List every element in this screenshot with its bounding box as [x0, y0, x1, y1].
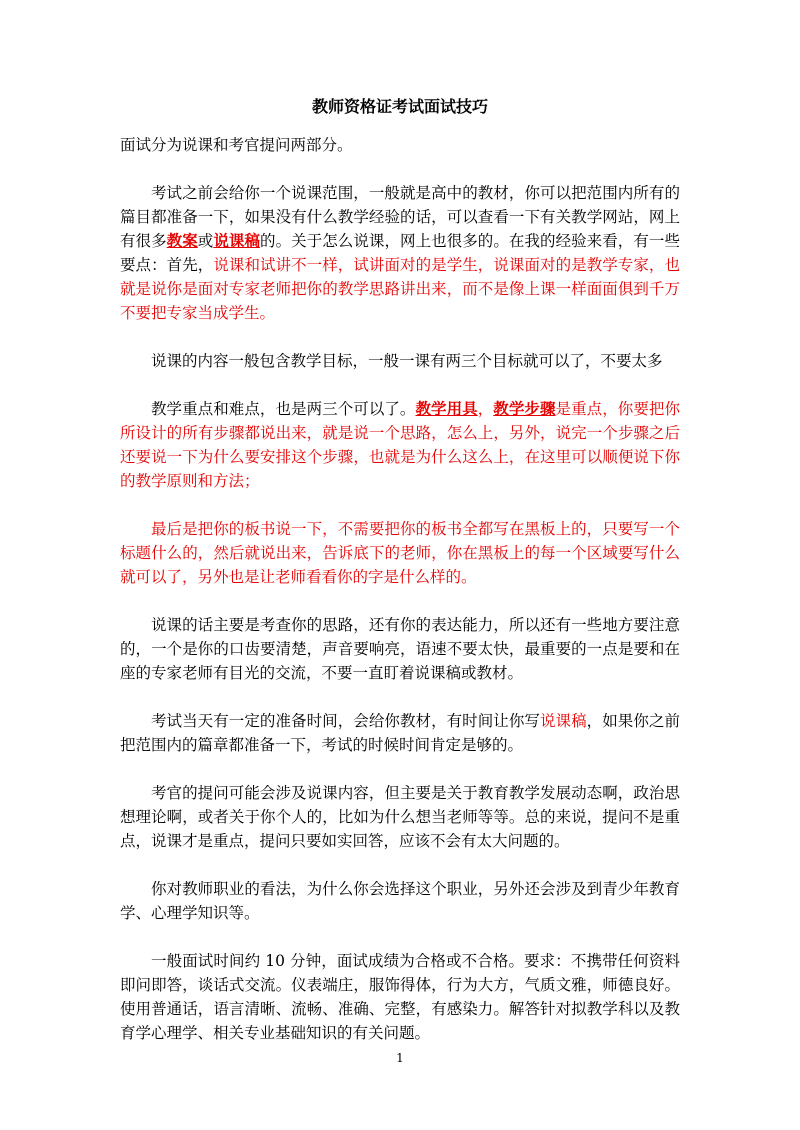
- paragraph-text: 教学重点和难点，也是两三个可以了。: [151, 400, 416, 418]
- paragraph-exam-day: [120, 709, 680, 757]
- intro-paragraph: 面试分为说课和考官提问两部分。: [120, 136, 353, 154]
- paragraph-key-points: [120, 397, 680, 493]
- paragraph-career-view: 你对教师职业的看法，为什么你会选择这个职业，另外还会涉及到青少年教育学、心理学知识等。: [120, 880, 680, 922]
- document-title: 教师资格证考试面试技巧: [311, 97, 488, 116]
- highlighted-text: 说课和试讲不一样，试讲面对的是学生，说课面对的是教学专家，也就是说你是面对专家老师把你的教学思路讲出来，而不是像上课一样面面俱到千万不要把专家当成学生。: [120, 256, 680, 322]
- paragraph-preparation: [120, 181, 680, 325]
- teaching-aids-link[interactable]: 教学用具: [415, 399, 478, 418]
- paragraph-objectives: 说课的内容一般包含教学目标，一般一课有两三个目标就可以了，不要太多: [151, 352, 663, 370]
- paragraph-expression: 说课的话主要是考查你的思路，还有你的表达能力，所以还有一些地方要注意的，一个是你的口齿要清楚，声音要响亮，语速不要太快，最重要的一点是要和在座的专家老师有目光的交流，不要一直盯着说课稿或教材。: [120, 616, 680, 682]
- paragraph-text: 考试当天有一定的准备时间，会给你教材，有时间让你写: [151, 712, 540, 730]
- paragraph-questions: 考官的提问可能会涉及说课内容，但主要是关于教育教学发展动态啊，政治思想理论啊，或者关于你个人的，比如为什么想当老师等等。总的来说，提问不是重点，说课才是重点，提问只要如实回答，应该不会有太大问题的。: [120, 784, 680, 850]
- paragraph-blackboard: 最后是把你的板书说一下，不需要把你的板书全都写在黑板上的，只要写一个标题什么的，然后就说出来，告诉底下的老师，你在黑板上的每一个区域要写什么就可以了，另外也是让老师看看你的字是什么样的。: [120, 520, 680, 586]
- lecture-script-link[interactable]: 说课稿: [213, 231, 261, 250]
- paragraph-text: 的。关于怎么说课，网上也很多的。在我的经验来看，有一些要点：首先，: [120, 232, 680, 274]
- paragraph-requirements: 一般面试时间约 10 分钟，面试成绩为合格或不合格。要求：不携带任何资料即问即答，谈话式交流。仪表端庄，服饰得体，行为大方，气质文雅，师德良好。 使用普通话，语言清晰、流畅、准确、完整，有感染力。解答针对拟教学科以及教育学心理学、相关专业基础知识的有关问题。: [120, 952, 680, 1042]
- teaching-steps-link[interactable]: 教学步骤: [493, 399, 556, 418]
- paragraph-text: 或: [197, 232, 214, 250]
- paragraph-text: ，如果你之前把范围内的篇章都准备一下，考试的时候时间肯定是够的。: [120, 712, 680, 754]
- paragraph-text: ，: [477, 400, 494, 418]
- highlighted-text: 是重点，你要把你所设计的所有步骤都说出来，就是说一个思路，怎么上，另外，说完一个步骤之后还要说一下为什么要安排这个步骤，也就是为什么这么上，在这里可以顺便说下你的教学原则和方法；: [120, 400, 680, 490]
- highlighted-text: 说课稿: [539, 712, 587, 730]
- lesson-plan-link[interactable]: 教案: [166, 231, 198, 250]
- paragraph-text: 考试之前会给你一个说课范围，一般就是高中的教材，你可以把范围内所有的篇目都准备一下，如果没有什么教学经验的话，可以查看一下有关教学网站，网上有很多: [120, 184, 680, 250]
- page-number: 1: [396, 1051, 404, 1065]
